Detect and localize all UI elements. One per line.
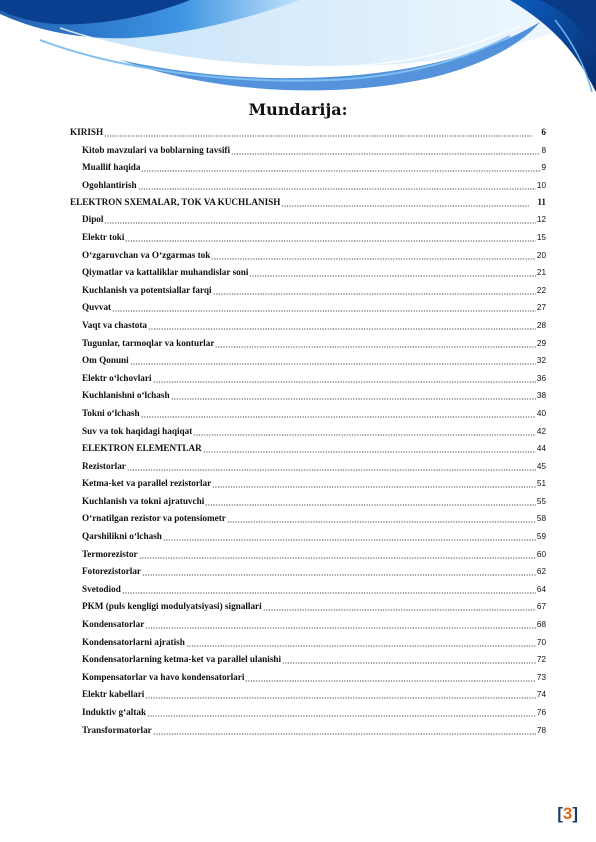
toc-entry[interactable] <box>70 137 546 155</box>
toc-entry-page: 6 <box>541 127 546 137</box>
page-number-value: 3 <box>562 804 573 823</box>
toc-dot-leader <box>153 373 536 383</box>
toc-entry-label: Rezistorlar <box>82 460 126 471</box>
toc-entry-page: 9 <box>541 163 546 173</box>
toc-dot-leader <box>227 513 536 523</box>
toc-entry-page: 8 <box>541 145 546 155</box>
toc-entry-page: 72 <box>536 655 546 665</box>
toc-entry-label: Kuchlanish va tokni ajratuvchi <box>82 495 205 506</box>
toc-entry-label: Svetodiod <box>82 583 121 594</box>
toc-entry-page: 40 <box>536 408 546 418</box>
toc-dot-leader <box>163 531 536 541</box>
toc-dot-leader <box>193 426 536 436</box>
toc-entry[interactable] <box>70 453 546 471</box>
toc-dot-leader <box>231 145 540 155</box>
toc-entry-label: KIRISH <box>70 127 104 137</box>
toc-dot-leader <box>215 338 535 348</box>
toc-dot-leader <box>141 162 540 172</box>
toc-entry-label: ELEKTRON ELEMENTLAR <box>82 443 202 454</box>
toc-dot-leader <box>127 461 536 471</box>
toc-entry[interactable] <box>70 523 546 541</box>
toc-entry[interactable] <box>70 330 546 348</box>
toc-entry-page: 51 <box>536 479 546 489</box>
toc-entry[interactable] <box>70 471 546 489</box>
toc-entry[interactable] <box>70 190 546 207</box>
toc-entry-page: 44 <box>536 444 546 454</box>
toc-entry[interactable] <box>70 260 546 278</box>
toc-entry-label: Kondensatorlarni ajratish <box>82 636 185 647</box>
toc-entry-page: 20 <box>536 250 546 260</box>
toc-entry-label: Kuchlanish va potentsiallar farqi <box>82 284 212 295</box>
toc-dot-leader <box>249 267 535 277</box>
toc-entry-label: O‘rnatilgan rezistor va potensiometr <box>82 513 226 524</box>
toc-entry-label: Elektr o‘lchovlari <box>82 372 152 383</box>
toc-entry[interactable] <box>70 488 546 506</box>
toc-entry[interactable] <box>70 348 546 366</box>
page-number <box>557 804 578 824</box>
toc-dot-leader <box>171 390 536 400</box>
toc-entry-label: Kompensatorlar va havo kondensatorlari <box>82 671 245 682</box>
toc-dot-leader <box>281 197 529 207</box>
toc-entry-label: Induktiv g‘altak <box>82 707 147 717</box>
toc-entry[interactable] <box>70 717 546 735</box>
toc-entry-label: ELEKTRON SXEMALAR, TOK VA KUCHLANISH <box>70 196 281 207</box>
toc-entry-label: Termorezistor <box>82 548 138 559</box>
toc-dot-leader <box>153 725 536 735</box>
toc-entry-label: Kitob mavzulari va boblarning tavsifi <box>82 144 231 155</box>
page-number-bracket-open: [ <box>557 804 563 823</box>
toc-entry[interactable] <box>70 383 546 401</box>
toc-entry[interactable] <box>70 594 546 612</box>
toc-entry[interactable] <box>70 682 546 700</box>
toc-entry-page: 59 <box>536 532 546 542</box>
toc-entry-label: Fotorezistorlar <box>82 566 142 577</box>
header-wave-decoration <box>0 0 596 100</box>
toc-entry-page: 36 <box>536 373 546 383</box>
page-title: Mundarija: <box>248 100 348 119</box>
toc-entry-page: 76 <box>536 708 546 717</box>
toc-dot-leader <box>186 637 536 647</box>
toc-entry-page: 68 <box>536 620 546 630</box>
toc-entry[interactable] <box>70 647 546 665</box>
toc-entry[interactable] <box>70 629 546 647</box>
table-of-contents <box>70 120 546 735</box>
toc-dot-leader <box>138 180 536 190</box>
toc-entry[interactable] <box>70 611 546 629</box>
toc-entry-label: Quvvat <box>82 302 112 313</box>
toc-entry-page: 11 <box>537 196 546 207</box>
toc-entry[interactable] <box>70 664 546 682</box>
toc-entry-label: Dipol <box>82 214 104 225</box>
toc-entry-page: 21 <box>536 268 546 278</box>
toc-entry[interactable] <box>70 699 546 717</box>
toc-dot-leader <box>147 707 536 717</box>
toc-entry-page: 10 <box>536 180 546 190</box>
toc-entry[interactable] <box>70 365 546 383</box>
toc-entry-label: Vaqt va chastota <box>82 319 147 330</box>
toc-entry-label: Suv va tok haqidagi haqiqat <box>82 425 193 436</box>
toc-entry-page: 62 <box>536 567 546 577</box>
toc-entry-page: 32 <box>536 356 546 366</box>
toc-dot-leader <box>203 443 536 453</box>
toc-entry-label: Om Qonuni <box>82 355 129 366</box>
toc-dot-leader <box>139 549 536 559</box>
toc-entry-label: Elektr toki <box>82 231 125 242</box>
toc-entry[interactable] <box>70 436 546 454</box>
toc-entry-page: 27 <box>536 303 546 313</box>
toc-dot-leader <box>141 408 536 418</box>
toc-entry-page: 45 <box>536 461 546 471</box>
toc-entry[interactable] <box>70 400 546 418</box>
toc-dot-leader <box>245 672 535 682</box>
toc-entry[interactable] <box>70 576 546 594</box>
toc-entry-label: Tokni o‘lchash <box>82 407 140 418</box>
toc-entry-page: 60 <box>536 549 546 559</box>
toc-entry-label: Kondensatorlarning ketma-ket va parallel ulanishi <box>82 654 282 665</box>
toc-entry-label: Tugunlar, tarmoqlar va konturlar <box>82 337 215 348</box>
toc-entry[interactable] <box>70 506 546 524</box>
toc-dot-leader <box>263 601 536 611</box>
toc-entry-label: PKM (puls kengligi modulyatsiyasi) signallari <box>82 601 262 612</box>
toc-dot-leader <box>145 619 536 629</box>
toc-entry-page: 38 <box>536 391 546 401</box>
toc-entry[interactable] <box>70 155 546 173</box>
toc-entry-label: Qarshilikni o‘lchash <box>82 531 162 542</box>
toc-dot-leader <box>282 654 536 664</box>
toc-entry[interactable] <box>70 295 546 313</box>
toc-entry-page: 73 <box>536 672 546 682</box>
toc-dot-leader <box>212 478 536 488</box>
toc-dot-leader <box>104 127 533 137</box>
toc-entry-page: 22 <box>536 285 546 295</box>
toc-dot-leader <box>112 302 536 312</box>
toc-entry[interactable] <box>70 559 546 577</box>
toc-entry-label: Qiymatlar va kattaliklar muhandislar soni <box>82 267 249 278</box>
toc-entry-label: Muallif haqida <box>82 162 141 173</box>
page-number-bracket-close: ] <box>572 804 578 823</box>
toc-dot-leader <box>145 689 536 699</box>
toc-entry-page: 15 <box>536 232 546 242</box>
toc-entry-page: 29 <box>536 338 546 348</box>
toc-dot-leader <box>125 232 535 242</box>
toc-dot-leader <box>104 214 535 224</box>
toc-entry-label: Ogohlantirish <box>82 179 137 190</box>
toc-entry[interactable] <box>70 172 546 190</box>
toc-entry[interactable] <box>70 277 546 295</box>
toc-entry[interactable] <box>70 207 546 225</box>
toc-dot-leader <box>142 566 536 576</box>
toc-dot-leader <box>130 355 536 365</box>
toc-entry-label: Ketma-ket va parallel rezistorlar <box>82 478 212 489</box>
toc-entry-label: Elektr kabellari <box>82 689 145 700</box>
toc-entry[interactable] <box>70 541 546 559</box>
toc-entry-page: 70 <box>536 637 546 647</box>
toc-entry-page: 58 <box>536 514 546 524</box>
toc-entry-page: 78 <box>536 725 546 735</box>
toc-entry-label: O‘zgaruvchan va O‘zgarmas tok <box>82 249 211 260</box>
toc-entry-label: Kuchlanishni o‘lchash <box>82 390 170 401</box>
toc-entry-label: Kondensatorlar <box>82 619 145 630</box>
toc-entry-page: 64 <box>536 584 546 594</box>
toc-entry[interactable] <box>70 242 546 260</box>
toc-dot-leader <box>122 584 536 594</box>
toc-entry-page: 67 <box>536 602 546 612</box>
toc-entry-page: 55 <box>536 496 546 506</box>
toc-entry[interactable] <box>70 418 546 436</box>
toc-dot-leader <box>211 250 536 260</box>
toc-entry[interactable] <box>70 312 546 330</box>
toc-dot-leader <box>213 285 536 295</box>
toc-entry-label: Transformatorlar <box>82 724 152 735</box>
toc-entry[interactable] <box>70 120 546 137</box>
toc-entry-page: 28 <box>536 320 546 330</box>
toc-entry-page: 74 <box>536 690 546 700</box>
toc-entry-page: 42 <box>536 426 546 436</box>
toc-entry-page: 12 <box>536 215 546 225</box>
toc-entry[interactable] <box>70 224 546 242</box>
toc-dot-leader <box>205 496 536 506</box>
toc-dot-leader <box>148 320 536 330</box>
